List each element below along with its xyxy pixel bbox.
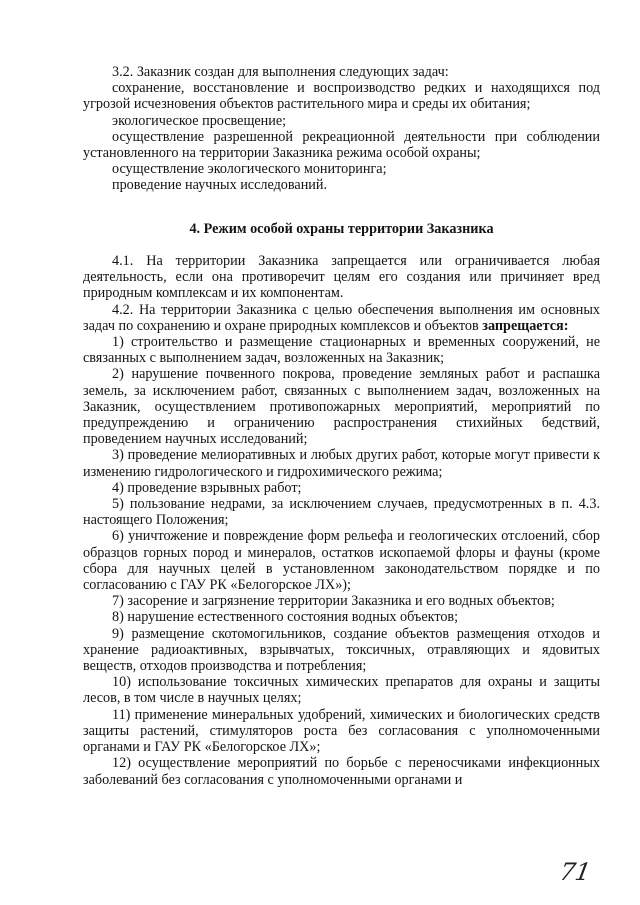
section-4-body [83,253,600,788]
prohibition-item: 5) пользование недрами, за исключением случаев, предусмотренных в п. 4.3. настоящего Положения; [83,496,600,529]
prohibition-item: 10) использование токсичных химических препаратов для охраны и защиты лесов, в том числе в научных целях; [83,674,600,707]
task-item: экологическое просвещение; [112,112,287,129]
prohibition-item: 3) проведение мелиоративных и любых других работ, которые могут привести к изменению гидрологического и гидрохимического режима; [83,447,600,480]
section-3-2-intro: 3.2. Заказник создан для выполнения следующих задач: [112,64,449,80]
task-item: проведение научных исследований. [112,177,328,194]
task-item: осуществление экологического мониторинга; [112,161,387,178]
prohibition-item: 9) размещение скотомогильников, создание объектов размещения отходов и хранение радиоактивных, взрывчатых, токсичных, отравляющих и ядовитых веществ, отходов производства и потребления; [83,625,600,675]
task-item: осуществление разрешенной рекреационной деятельности при соблюдении установленного на территории Заказника режима особой охраны; [83,128,600,162]
prohibition-item: 7) засорение и загрязнение территории Заказника и его водных объектов; [112,593,555,610]
task-item: сохранение, восстановление и воспроизводство редких и находящихся под угрозой исчезновения объектов растительного мира и среды их обитания; [83,80,600,113]
section-3-2 [83,64,600,194]
prohibition-item: 2) нарушение почвенного покрова, проведение земляных работ и распашка земель, за исключением работ, связанных с выполнением задач, возложенных на Заказник, осуществлением противопожарных мероприятий, мероприятий по предупреждению и ограничению распространения стихийных бедствий, проведением научных исследований; [83,366,600,448]
paragraph-4-1: 4.1. На территории Заказника запрещается или ограничивается любая деятельность, если она противоречит целям его создания или причиняет вред природным комплексам и их компонентам. [83,253,600,302]
handwritten-page-number: 71 [557,858,594,886]
prohibition-item: 8) нарушение естественного состояния водных объектов; [112,609,459,626]
section-4-heading: 4. Режим особой охраны территории Заказника [189,221,494,237]
paragraph-4-2 [83,302,600,334]
prohibited-label: запрещается: [482,317,569,334]
prohibition-item: 1) строительство и размещение стационарных и временных сооружений, не связанных с выполнением задач, возложенных на Заказник; [83,334,600,367]
prohibition-item: 6) уничтожение и повреждение форм рельефа и геологических отслоений, сбор образцов горных пород и минералов, остатков ископаемой флоры и фауны (кроме сбора для научных целей в установленном законодательством порядке и по согласованию с ГАУ РК «Белогорское ЛХ»); [83,528,600,594]
prohibition-item: 12) осуществление мероприятий по борьбе с переносчиками инфекционных заболеваний без согласования с уполномоченными органами и [83,755,600,788]
prohibition-item: 11) применение минеральных удобрений, химических и биологических средств защиты растений, стимуляторов роста без согласования с уполномоченными органами и ГАУ РК «Белогорское ЛХ»; [83,706,600,756]
prohibition-item: 4) проведение взрывных работ; [112,479,302,496]
paragraph-4-2-text: 4.2. На территории Заказника с целью обеспечения выполнения им основных задач по сохранению и охране природных комплексов и объектов [83,301,600,334]
